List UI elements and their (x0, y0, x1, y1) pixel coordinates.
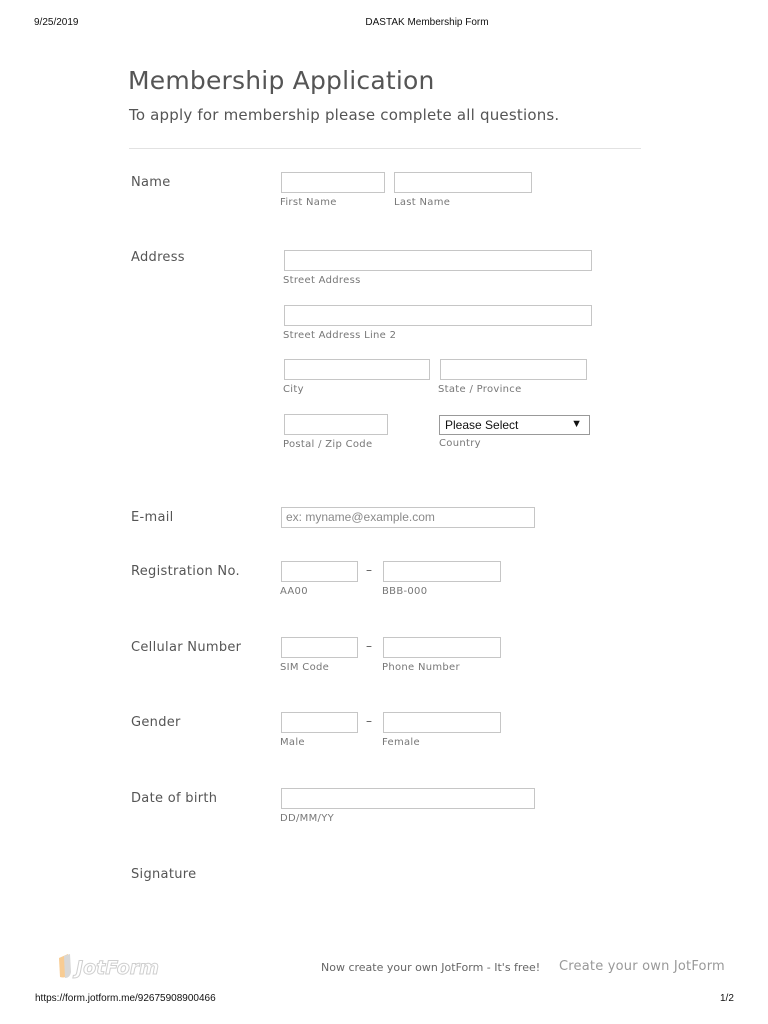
print-url: https://form.jotform.me/92675908900466 (35, 993, 216, 1004)
print-doc-title: DASTAK Membership Form (365, 17, 489, 28)
print-page-number: 1/2 (720, 993, 734, 1004)
jotform-logo-icon[interactable] (56, 952, 168, 982)
signature-label: Signature (131, 867, 197, 882)
dob-label: Date of birth (131, 791, 218, 806)
state-sublabel: State / Province (438, 384, 522, 395)
footer-promo: Now create your own JotForm - It's free! (321, 961, 541, 974)
registration-part2-input[interactable] (383, 561, 501, 582)
gender-female-sublabel: Female (382, 737, 420, 748)
postal-code-sublabel: Postal / Zip Code (283, 439, 373, 450)
country-sublabel: Country (439, 438, 481, 449)
registration-part2-sublabel: BBB-000 (382, 586, 428, 597)
last-name-sublabel: Last Name (394, 197, 451, 208)
email-label: E-mail (131, 510, 174, 525)
email-input[interactable] (281, 507, 535, 528)
print-date: 9/25/2019 (34, 17, 79, 28)
gender-separator: – (366, 714, 372, 728)
cellular-separator: – (366, 639, 372, 653)
gender-male-sublabel: Male (280, 737, 305, 748)
address-label: Address (131, 250, 185, 265)
gender-female-input[interactable] (383, 712, 501, 733)
gender-male-input[interactable] (281, 712, 358, 733)
dob-sublabel: DD/MM/YY (280, 813, 335, 824)
street-address-2-sublabel: Street Address Line 2 (283, 330, 397, 341)
gender-label: Gender (131, 715, 181, 730)
create-jotform-link[interactable]: Create your own JotForm (559, 959, 725, 974)
phone-number-input[interactable] (383, 637, 501, 658)
country-select-value: Please Select (445, 418, 519, 432)
registration-label: Registration No. (131, 564, 240, 579)
street-address-input[interactable] (284, 250, 592, 271)
registration-part1-input[interactable] (281, 561, 358, 582)
cellular-label: Cellular Number (131, 640, 242, 655)
phone-number-sublabel: Phone Number (382, 662, 460, 673)
postal-code-input[interactable] (284, 414, 388, 435)
city-sublabel: City (283, 384, 304, 395)
registration-separator: – (366, 563, 372, 577)
state-input[interactable] (440, 359, 587, 380)
name-label: Name (131, 175, 171, 190)
city-input[interactable] (284, 359, 430, 380)
jotform-logo-text: JotForm (76, 957, 159, 979)
registration-part1-sublabel: AA00 (280, 586, 308, 597)
street-address-2-input[interactable] (284, 305, 592, 326)
email-placeholder: ex: myname@example.com (286, 510, 435, 524)
form-subtitle: To apply for membership please complete all questions. (129, 106, 560, 124)
header-divider (129, 148, 641, 149)
sim-code-input[interactable] (281, 637, 358, 658)
last-name-input[interactable] (394, 172, 532, 193)
chevron-down-icon: ▼ (571, 418, 582, 430)
first-name-input[interactable] (281, 172, 385, 193)
country-select[interactable] (439, 415, 590, 435)
street-address-sublabel: Street Address (283, 275, 361, 286)
dob-input[interactable] (281, 788, 535, 809)
sim-code-sublabel: SIM Code (280, 662, 330, 673)
form-title: Membership Application (128, 66, 435, 95)
first-name-sublabel: First Name (280, 197, 337, 208)
